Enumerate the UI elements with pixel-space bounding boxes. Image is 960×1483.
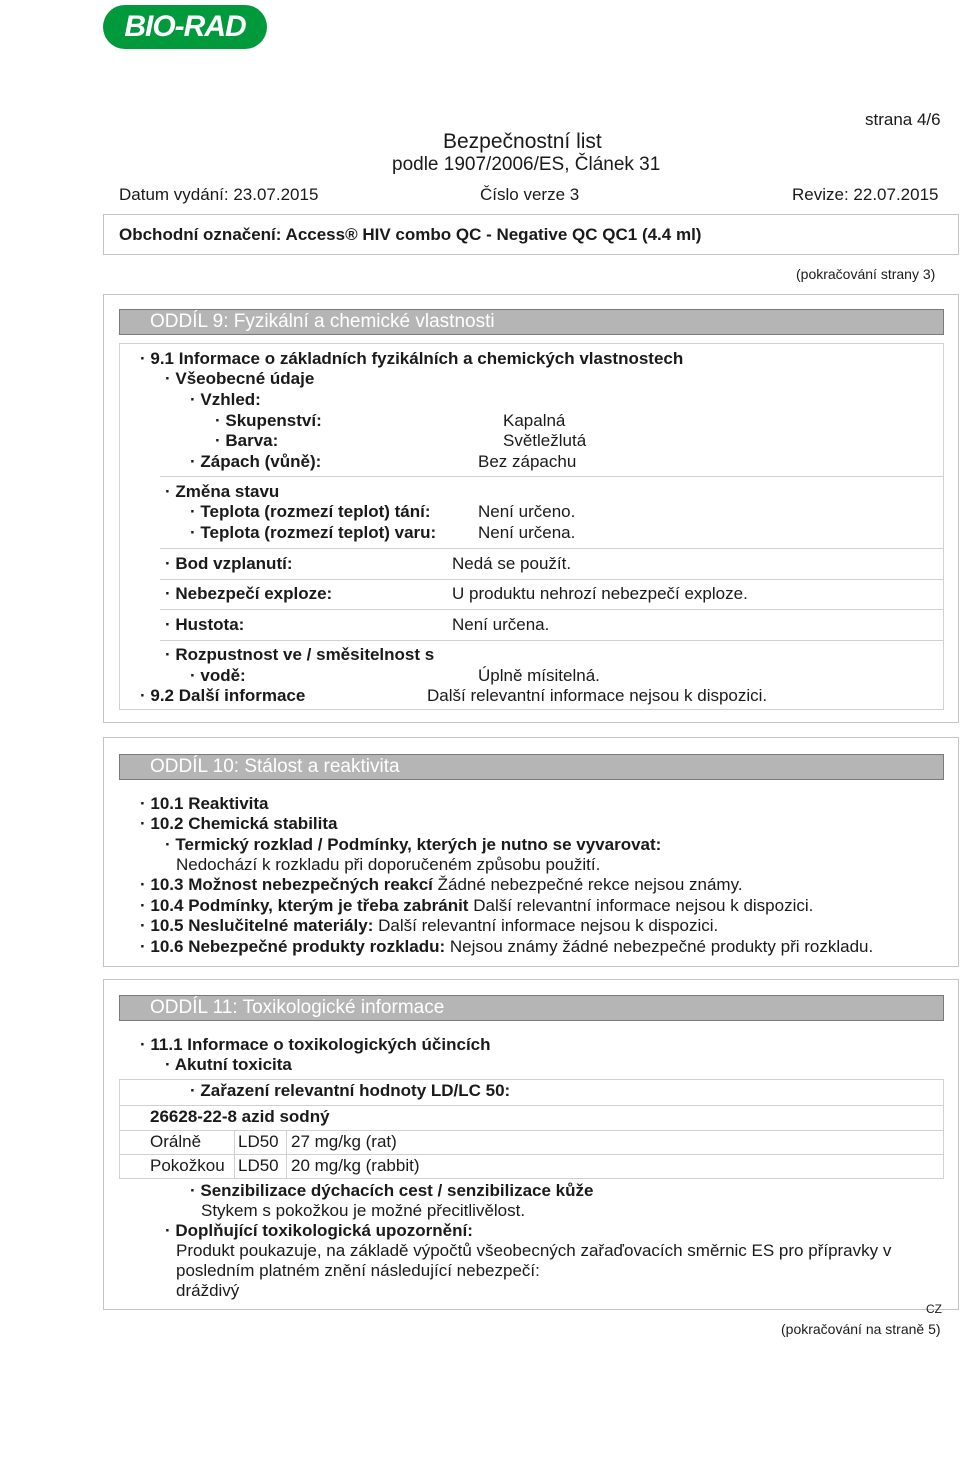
odour-label: · Zápach (vůně): xyxy=(190,452,322,471)
divider xyxy=(160,548,944,549)
conditions-to-avoid xyxy=(140,896,813,916)
conditions-text: Další relevantní informace nejsou k dispozici. xyxy=(468,896,814,915)
melting-value: Není určeno. xyxy=(478,502,576,521)
additional-info-line-2: posledním platném znění následující nebezpečí: xyxy=(176,1261,540,1280)
color-label: · Barva: xyxy=(215,431,279,450)
state-value: Kapalná xyxy=(503,411,566,430)
hazardous-reactions xyxy=(140,875,743,895)
acute-toxicity-label: · Akutní toxicita xyxy=(165,1055,292,1074)
document-subtitle: podle 1907/2006/ES, Článek 31 xyxy=(392,154,661,175)
table-cell: Orálně xyxy=(150,1132,202,1151)
boiling-label: · Teplota (rozmezí teplot) varu: xyxy=(190,523,437,542)
general-info-label: · Všeobecné údaje xyxy=(165,369,315,388)
incompatible-text: Další relevantní informace nejsou k dispozici. xyxy=(373,916,719,935)
table-cell: 20 mg/kg (rabbit) xyxy=(291,1156,420,1175)
density-label: · Hustota: xyxy=(165,615,245,634)
continued-on: (pokračování na straně 5) xyxy=(781,1321,941,1337)
substance-name: 26628-22-8 azid sodný xyxy=(150,1107,330,1126)
solubility-label: · Rozpustnost ve / směsitelnost s xyxy=(165,645,435,664)
additional-info-line-3: dráždivý xyxy=(176,1281,240,1300)
reactivity-label: · 10.1 Reaktivita xyxy=(140,794,269,813)
continued-from: (pokračování strany 3) xyxy=(796,266,936,282)
flash-point-label: · Bod vzplanutí: xyxy=(165,554,293,573)
divider xyxy=(160,476,944,477)
decomposition-label: · 10.6 Nebezpečné produkty rozkladu: xyxy=(140,937,446,956)
document-title: Bezpečnostní list xyxy=(443,130,602,153)
state-change-label: · Změna stavu xyxy=(165,482,280,501)
heading-9-1: · 9.1 Informace o základních fyzikálních a chemických vlastnostech xyxy=(140,349,684,368)
hazardous-reactions-text: Žádné nebezpečné rekce nejsou známy. xyxy=(432,875,743,894)
page-number: strana 4/6 xyxy=(865,110,941,129)
additional-info-label: · Doplňující toxikologická upozornění: xyxy=(165,1221,473,1240)
decomposition-text: Nejsou známy žádné nebezpečné produkty při rozkladu. xyxy=(445,937,874,956)
color-value: Světležlutá xyxy=(503,431,587,450)
thermal-label: · Termický rozklad / Podmínky, kterých je nutno se vyvarovat: xyxy=(165,835,662,854)
decomposition-products xyxy=(140,937,873,957)
table-cell: LD50 xyxy=(238,1132,279,1151)
bio-rad-logo: BIO-RAD xyxy=(103,5,267,49)
divider xyxy=(119,1130,944,1131)
water-label: · vodě: xyxy=(190,666,246,685)
divider xyxy=(160,640,944,641)
additional-info-line-1: Produkt poukazuje, na základě výpočtů všeobecných zařaďovacích směrnic ES pro přípravky v xyxy=(176,1241,892,1260)
section-10-heading: ODDÍL 10: Stálost a reaktivita xyxy=(119,754,944,780)
revision-date: Revize: 22.07.2015 xyxy=(792,185,939,204)
density-value: Není určena. xyxy=(452,615,550,634)
hazardous-reactions-label: · 10.3 Možnost nebezpečných reakcí xyxy=(140,875,433,894)
section-9-heading: ODDÍL 9: Fyzikální a chemické vlastnosti xyxy=(119,309,944,335)
flash-point-value: Nedá se použít. xyxy=(452,554,572,573)
version-number: Číslo verze 3 xyxy=(480,185,580,204)
divider xyxy=(119,1105,944,1106)
further-info-value: Další relevantní informace nejsou k dispozici. xyxy=(427,686,768,705)
melting-label: · Teplota (rozmezí teplot) tání: xyxy=(190,502,431,521)
section-11-heading: ODDÍL 11: Toxikologické informace xyxy=(119,995,944,1021)
column-divider xyxy=(234,1130,235,1178)
thermal-text: Nedochází k rozkladu při doporučeném způsobu použití. xyxy=(176,855,601,874)
sensitisation-text: Stykem s pokožkou je možné přecitlivělost. xyxy=(201,1201,526,1220)
table-cell: Pokožkou xyxy=(150,1156,225,1175)
heading-11-1: · 11.1 Informace o toxikologických účincích xyxy=(140,1035,491,1054)
heading-9-2: · 9.2 Další informace xyxy=(140,686,306,705)
column-divider xyxy=(286,1130,287,1178)
explosion-value: U produktu nehrozí nebezpečí exploze. xyxy=(452,584,748,603)
incompatible-materials xyxy=(140,916,718,936)
divider xyxy=(119,1154,944,1155)
explosion-label: · Nebezpečí exploze: xyxy=(165,584,333,603)
state-label: · Skupenství: xyxy=(215,411,322,430)
ldlc-label: · Zařazení relevantní hodnoty LD/LC 50: xyxy=(190,1081,511,1100)
table-cell: 27 mg/kg (rat) xyxy=(291,1132,397,1151)
odour-value: Bez zápachu xyxy=(478,452,577,471)
appearance-label: · Vzhled: xyxy=(190,390,261,409)
language-code: CZ xyxy=(926,1302,942,1316)
trade-name: Obchodní označení: Access® HIV combo QC - Negative QC QC1 (4.4 ml) xyxy=(119,225,702,244)
table-cell: LD50 xyxy=(238,1156,279,1175)
stability-label: · 10.2 Chemická stabilita xyxy=(140,814,338,833)
issue-date: Datum vydání: 23.07.2015 xyxy=(119,185,319,204)
divider xyxy=(160,609,944,610)
conditions-label: · 10.4 Podmínky, kterým je třeba zabránit xyxy=(140,896,469,915)
boiling-value: Není určena. xyxy=(478,523,576,542)
water-value: Úplně mísitelná. xyxy=(478,666,600,685)
incompatible-label: · 10.5 Neslučitelné materiály: xyxy=(140,916,374,935)
sensitisation-label: · Senzibilizace dýchacích cest / senzibilizace kůže xyxy=(190,1181,594,1200)
divider xyxy=(160,579,944,580)
